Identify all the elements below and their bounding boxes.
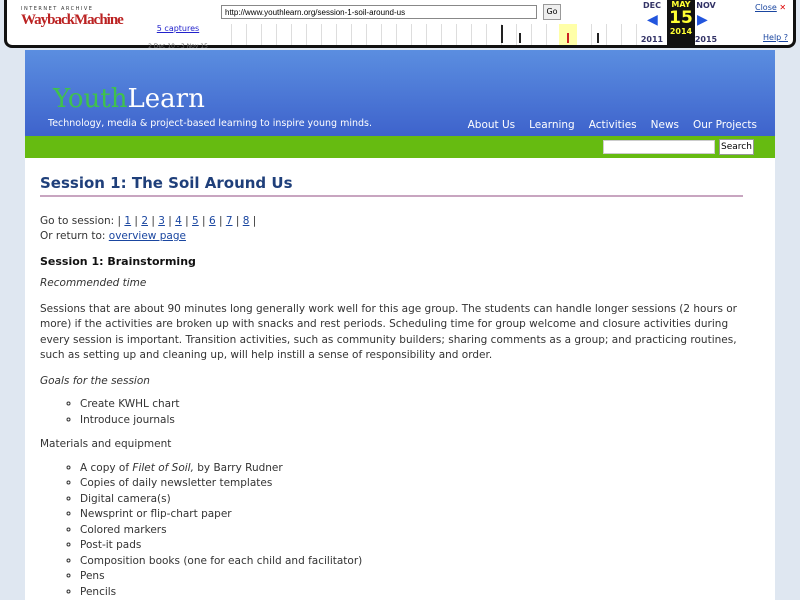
capture-tick-current[interactable] (567, 33, 569, 43)
site-header (25, 50, 775, 136)
session-link-7[interactable]: 7 (225, 214, 233, 227)
logo-top: INTERNET ARCHIVE (21, 6, 94, 12)
search-bar (25, 136, 775, 158)
goals-label: Goals for the session (40, 374, 150, 387)
search-button[interactable]: Search (719, 139, 754, 155)
cur-year: 2014 (669, 27, 693, 36)
next-year[interactable]: 2015 (694, 35, 718, 44)
section-heading: Session 1: Brainstorming (40, 254, 196, 268)
goals-list (80, 397, 760, 428)
session-link-1[interactable]: 1 (124, 214, 132, 227)
cur-day: 15 (669, 8, 693, 28)
capture-range: 2 Dec 10 - 3 Nov 15 (148, 43, 208, 50)
list-item: ◦ Digital camera(s) (80, 492, 760, 508)
list-item: ◦ Pens (80, 569, 760, 585)
list-item: ◦ Pencils (80, 585, 760, 600)
nav-our-projects[interactable]: Our Projects (693, 119, 757, 131)
prev-month[interactable]: DEC (643, 1, 661, 10)
prev-arrow-icon[interactable]: ◀ (647, 12, 658, 28)
list-item: ◦ Newsprint or flip-chart paper (80, 507, 760, 523)
next-arrow-icon[interactable]: ▶ (697, 12, 708, 28)
session-paragraph: Sessions that are about 90 minutes long generally work well for this age group. The students can handle longer sessions (2 hours or more) if the activities are broken up with snacks and rest periods. Scheduling time for group welcome and closure activities during every session is important. Transition activities, such as community builders; sharing comments as a group; and practicing routines, such as setting up and cleaning up, will help instill a sense of responsibility and order. (40, 302, 738, 361)
overview-link[interactable]: overview page (108, 230, 186, 242)
wayback-toolbar (4, 0, 796, 48)
go-button[interactable]: Go (543, 4, 561, 20)
logo-learn: Learn (127, 84, 205, 114)
logo-youth: Youth (53, 84, 128, 114)
close-link[interactable]: Close (755, 3, 777, 12)
prev-year[interactable]: 2011 (640, 35, 664, 44)
session-link-5[interactable]: 5 (192, 214, 199, 227)
nav-news[interactable]: News (650, 119, 680, 131)
help-link[interactable]: Help ? (763, 33, 789, 42)
book-title: Filet of Soil, (132, 461, 194, 474)
goto-label: Go to session: | (40, 214, 122, 227)
materials-label: Materials and equipment (40, 438, 172, 450)
nav-activities[interactable]: Activities (588, 119, 637, 131)
cur-month: MAY (671, 0, 691, 9)
session-link-4[interactable]: 4 (175, 214, 182, 227)
tagline: Technology, media & project-based learning to inspire young minds. (48, 118, 373, 129)
list-item: ◦ Post-it pads (80, 538, 760, 554)
nav-about-us[interactable]: About Us (467, 119, 516, 131)
site-logo[interactable] (53, 84, 205, 114)
main-nav (468, 119, 757, 131)
search-input[interactable] (603, 140, 715, 154)
page-title: Session 1: The Soil Around Us (40, 176, 743, 197)
next-month[interactable]: NOV (696, 1, 716, 10)
return-label: Or return to: (40, 230, 106, 242)
wayback-logo[interactable] (21, 6, 123, 29)
session-link-6[interactable]: 6 (208, 214, 216, 227)
session-link-2[interactable]: 2 (141, 214, 148, 227)
list-item: ◦ Introduce journals (80, 413, 760, 429)
session-link-8[interactable]: 8 (242, 214, 250, 227)
list-item: ◦ Create KWHL chart (80, 397, 760, 413)
main-content (25, 158, 775, 600)
url-input[interactable] (221, 5, 537, 19)
list-item (80, 461, 760, 477)
recommended-time-label: Recommended time (40, 277, 147, 289)
capture-tick[interactable] (597, 33, 599, 43)
logo-main: WaybackMachine (21, 12, 123, 28)
list-item: ◦ Composition books (one for each child and facilitator) (80, 554, 760, 570)
session-link-3[interactable]: 3 (158, 214, 165, 227)
nav-learning[interactable]: Learning (529, 119, 575, 131)
materials-list (80, 461, 760, 600)
item-text: A copy of (80, 461, 133, 474)
session-nav: Go to session: | 1 | 2 | 3 | 4 | 5 | 6 | 7 | 8 | (40, 214, 257, 227)
capture-timeline[interactable] (217, 24, 637, 45)
list-item: ◦ Colored markers (80, 523, 760, 539)
capture-tick[interactable] (501, 25, 503, 43)
capture-tick[interactable] (519, 33, 521, 43)
close-icon[interactable]: ✕ (779, 3, 787, 12)
item-text: by Barry Rudner (193, 461, 283, 474)
list-item: ◦ Copies of daily newsletter templates (80, 476, 760, 492)
captures-link[interactable]: 5 captures (156, 24, 200, 33)
